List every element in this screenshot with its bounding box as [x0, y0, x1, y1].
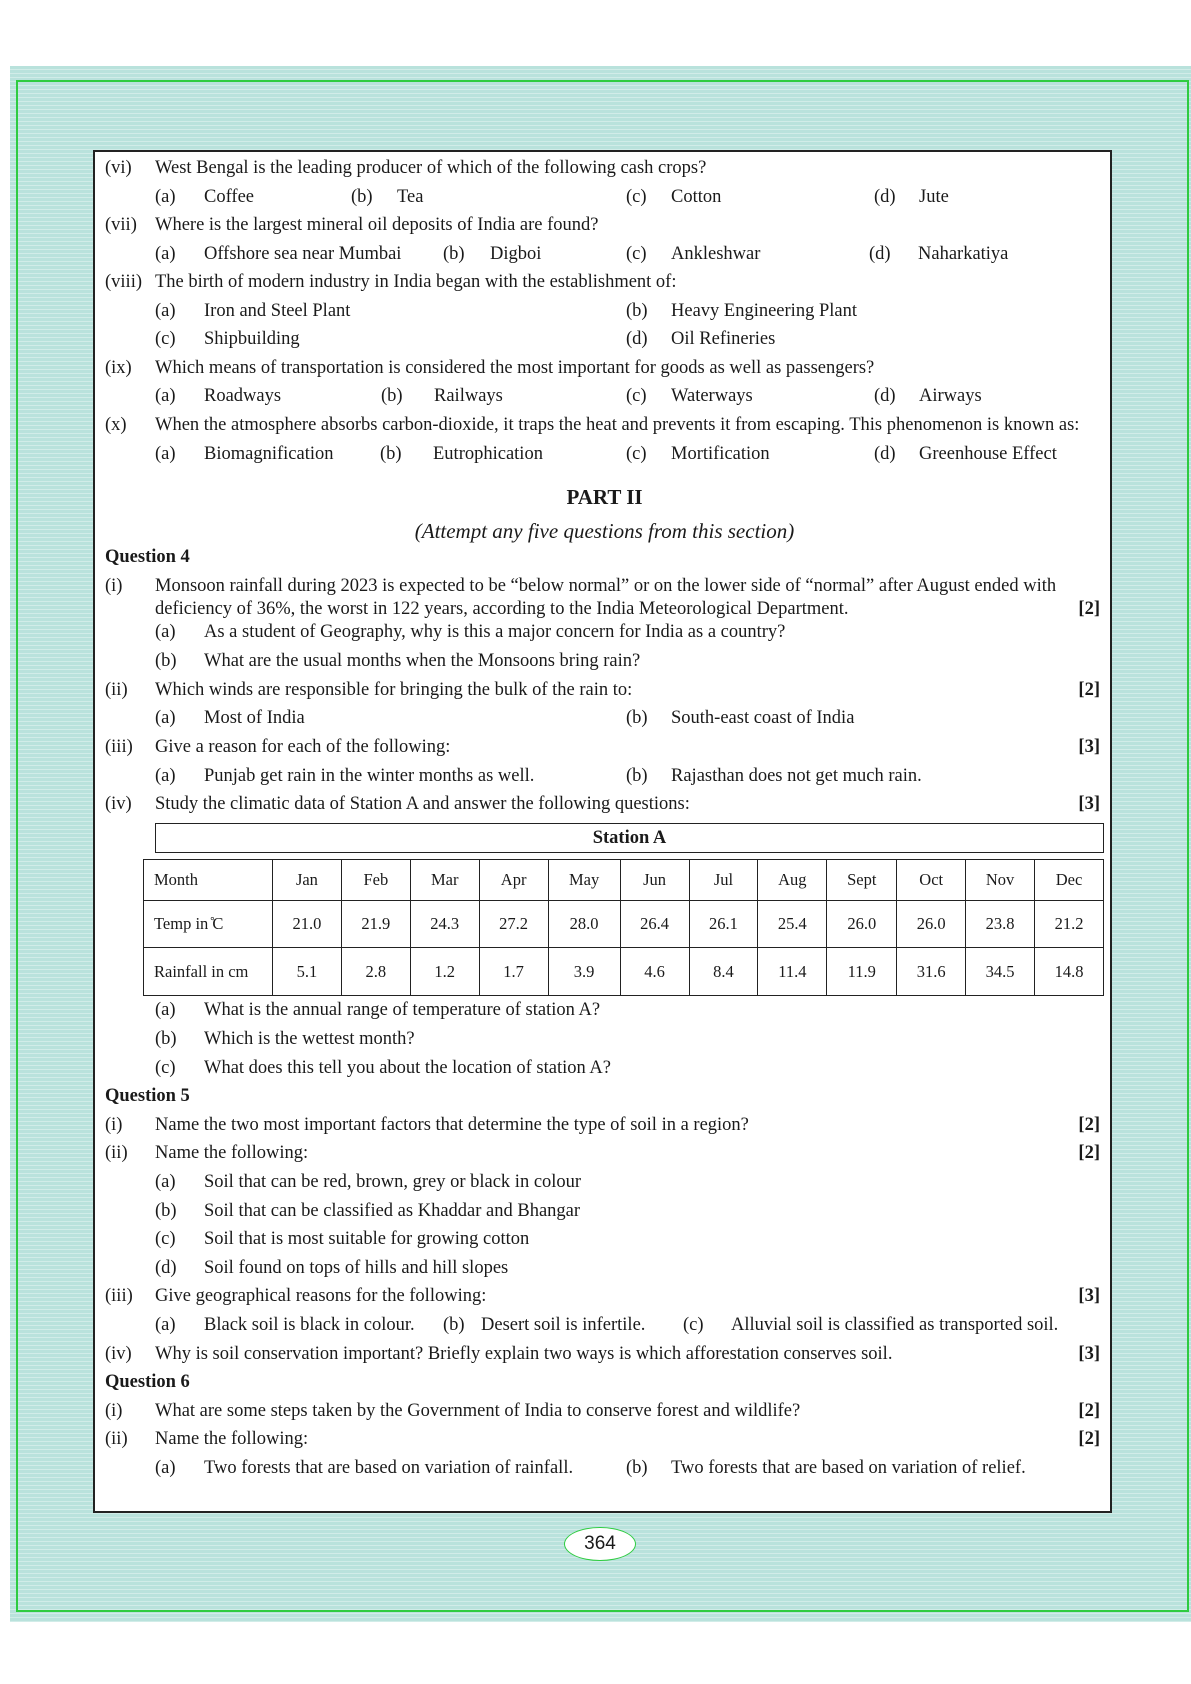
q5-ii-b-label: (b) [155, 1201, 177, 1221]
q-x-opt-b: Eutrophication [433, 444, 543, 464]
q-vi-opt-a: Coffee [204, 187, 254, 207]
q-viii-opt-c-label: (c) [155, 329, 176, 349]
q-ix-opt-b: Railways [434, 386, 503, 406]
q-viii-number: (viii) [105, 272, 142, 292]
q-x-opt-a: Biomagnification [204, 444, 334, 464]
rain-cell: 11.4 [758, 948, 827, 996]
q6-ii-b-text: Two forests that are based on variation of relief. [671, 1458, 1026, 1478]
month-cell: Nov [966, 860, 1035, 901]
q4-iv-c-text: What does this tell you about the location of station A? [204, 1058, 611, 1078]
q4-iii-marks: [3] [1078, 737, 1100, 757]
q5-ii-marks: [2] [1078, 1143, 1100, 1163]
q-vii-opt-c: Ankleshwar [671, 244, 761, 264]
rain-cell: 34.5 [966, 948, 1035, 996]
temp-cell: 28.0 [548, 901, 620, 948]
q-ix-opt-d-label: (d) [874, 386, 896, 406]
q5-iv-marks: [3] [1078, 1344, 1100, 1364]
q4-iii-b-text: Rajasthan does not get much rain. [671, 766, 922, 786]
q-ix-opt-c: Waterways [671, 386, 753, 406]
q5-iii-a-text: Black soil is black in colour. [204, 1315, 415, 1335]
q-vi-opt-c: Cotton [671, 187, 722, 207]
row-label-temp: Temp in ̊C [144, 901, 273, 948]
q4-i-marks: [2] [1078, 599, 1100, 619]
q5-ii-a-text: Soil that can be red, brown, grey or black in colour [204, 1172, 582, 1192]
q5-iii-b-text: Desert soil is infertile. [481, 1315, 646, 1335]
q5-ii-c-text: Soil that is most suitable for growing cotton [204, 1229, 530, 1249]
q4-iv-text: Study the climatic data of Station A and answer the following questions: [155, 794, 690, 814]
q5-i-number: (i) [105, 1115, 123, 1135]
q5-ii-text: Name the following: [155, 1143, 309, 1163]
q4-i-a-text: As a student of Geography, why is this a major concern for India as a country? [204, 622, 786, 642]
q5-iii-marks: [3] [1078, 1286, 1100, 1306]
rain-cell: 11.9 [827, 948, 897, 996]
q-vii-opt-d-label: (d) [869, 244, 891, 264]
question-paper-card [93, 150, 1112, 1513]
temp-cell: 21.2 [1035, 901, 1104, 948]
q5-iii-c-label: (c) [683, 1315, 704, 1335]
month-cell: Oct [897, 860, 966, 901]
q5-iii-b-label: (b) [443, 1315, 465, 1335]
q-ix-opt-c-label: (c) [626, 386, 647, 406]
temp-cell: 27.2 [479, 901, 548, 948]
q-x-text: When the atmosphere absorbs carbon-dioxide, it traps the heat and prevents it from escaping. This phenomenon is known as: [155, 415, 1080, 435]
q5-iii-a-label: (a) [155, 1315, 176, 1335]
q5-iii-text: Give geographical reasons for the following: [155, 1286, 487, 1306]
q4-i-b-text: What are the usual months when the Monsoons bring rain? [204, 651, 641, 671]
q4-iii-text: Give a reason for each of the following: [155, 737, 451, 757]
q-x-number: (x) [105, 415, 127, 435]
table-row-months [144, 860, 1104, 901]
q4-ii-a-text: Most of India [204, 708, 305, 728]
q5-i-text: Name the two most important factors that determine the type of soil in a region? [155, 1115, 749, 1135]
q4-iv-b-text: Which is the wettest month? [204, 1029, 415, 1049]
q-vii-opt-b-label: (b) [443, 244, 465, 264]
temp-cell: 25.4 [758, 901, 827, 948]
month-cell: Aug [758, 860, 827, 901]
month-cell: Sept [827, 860, 897, 901]
q-vii-number: (vii) [105, 215, 137, 235]
climate-data-table [143, 859, 1104, 996]
month-cell: Jul [689, 860, 758, 901]
temp-cell: 21.0 [273, 901, 342, 948]
page-number: 364 [564, 1527, 636, 1561]
q5-i-marks: [2] [1078, 1115, 1100, 1135]
q4-i-text-line1: Monsoon rainfall during 2023 is expected to be “below normal” or on the lower side of “normal” after August ended with [155, 576, 1057, 596]
q-ix-opt-d: Airways [919, 386, 982, 406]
q5-iv-number: (iv) [105, 1344, 132, 1364]
q-x-opt-d-label: (d) [874, 444, 896, 464]
q4-iv-a-label: (a) [155, 1000, 176, 1020]
month-cell: Apr [479, 860, 548, 901]
row-label-month: Month [144, 860, 273, 901]
q-x-opt-c-label: (c) [626, 444, 647, 464]
rain-cell: 4.6 [620, 948, 689, 996]
rain-cell: 2.8 [341, 948, 410, 996]
q-vii-text: Where is the largest mineral oil deposits of India are found? [155, 215, 599, 235]
q6-ii-marks: [2] [1078, 1429, 1100, 1449]
q4-iv-marks: [3] [1078, 794, 1100, 814]
rain-cell: 8.4 [689, 948, 758, 996]
q-viii-opt-c: Shipbuilding [204, 329, 300, 349]
q4-ii-b-text: South-east coast of India [671, 708, 855, 728]
q-ix-text: Which means of transportation is considered the most important for goods as well as passengers? [155, 358, 875, 378]
q6-ii-text: Name the following: [155, 1429, 309, 1449]
part-subtitle: (Attempt any five questions from this section) [414, 519, 795, 543]
q-vi-opt-d: Jute [919, 187, 949, 207]
q6-i-number: (i) [105, 1401, 123, 1421]
temp-cell: 23.8 [966, 901, 1035, 948]
q5-iii-number: (iii) [105, 1286, 133, 1306]
question-6-heading: Question 6 [105, 1372, 190, 1392]
q5-ii-number: (ii) [105, 1143, 128, 1163]
q-vii-opt-a: Offshore sea near Mumbai [204, 244, 402, 264]
q-viii-opt-a-label: (a) [155, 301, 176, 321]
temp-cell: 21.9 [341, 901, 410, 948]
q-viii-opt-d-label: (d) [626, 329, 648, 349]
q-vii-opt-c-label: (c) [626, 244, 647, 264]
q5-ii-d-text: Soil found on tops of hills and hill slopes [204, 1258, 509, 1278]
q4-iv-number: (iv) [105, 794, 132, 814]
q4-ii-marks: [2] [1078, 680, 1100, 700]
q-vii-opt-a-label: (a) [155, 244, 176, 264]
q4-iv-a-text: What is the annual range of temperature of station A? [204, 1000, 601, 1020]
q-vi-text: West Bengal is the leading producer of which of the following cash crops? [155, 158, 707, 178]
q-vi-opt-b: Tea [397, 187, 424, 207]
rain-cell: 1.2 [410, 948, 479, 996]
rain-cell: 1.7 [479, 948, 548, 996]
temp-cell: 26.0 [827, 901, 897, 948]
q-x-opt-b-label: (b) [380, 444, 402, 464]
q4-iii-number: (iii) [105, 737, 133, 757]
q4-ii-text: Which winds are responsible for bringing the bulk of the rain to: [155, 680, 633, 700]
q-ix-opt-b-label: (b) [381, 386, 403, 406]
q6-ii-b-label: (b) [626, 1458, 648, 1478]
q-vi-number: (vi) [105, 158, 132, 178]
q4-ii-a-label: (a) [155, 708, 176, 728]
table-row-rainfall [144, 948, 1104, 996]
q5-ii-c-label: (c) [155, 1229, 176, 1249]
q-vi-opt-b-label: (b) [351, 187, 373, 207]
table-row-temperature [144, 901, 1104, 948]
q4-iv-b-label: (b) [155, 1029, 177, 1049]
q5-iv-text: Why is soil conservation important? Briefly explain two ways is which afforestation conserves soil. [155, 1344, 893, 1364]
q5-ii-d-label: (d) [155, 1258, 177, 1278]
q6-ii-a-text: Two forests that are based on variation of rainfall. [204, 1458, 574, 1478]
month-cell: Mar [410, 860, 479, 901]
q4-i-text-line2: deficiency of 36%, the worst in 122 years, according to the India Meteorological Department. [155, 599, 849, 619]
q4-ii-number: (ii) [105, 680, 128, 700]
q6-ii-a-label: (a) [155, 1458, 176, 1478]
q4-ii-b-label: (b) [626, 708, 648, 728]
row-label-rainfall: Rainfall in cm [144, 948, 273, 996]
q4-i-b-label: (b) [155, 651, 177, 671]
q6-ii-number: (ii) [105, 1429, 128, 1449]
q-viii-opt-b-label: (b) [626, 301, 648, 321]
temp-cell: 26.0 [897, 901, 966, 948]
rain-cell: 3.9 [548, 948, 620, 996]
temp-cell: 26.1 [689, 901, 758, 948]
part-title: PART II [566, 485, 643, 509]
q-viii-text: The birth of modern industry in India began with the establishment of: [155, 272, 677, 292]
rain-cell: 31.6 [897, 948, 966, 996]
month-cell: Feb [341, 860, 410, 901]
q-viii-opt-a: Iron and Steel Plant [204, 301, 351, 321]
month-cell: Dec [1035, 860, 1104, 901]
q-ix-opt-a: Roadways [204, 386, 282, 406]
q5-iii-c-text: Alluvial soil is classified as transported soil. [731, 1315, 1059, 1335]
q-viii-opt-b: Heavy Engineering Plant [671, 301, 857, 321]
q5-ii-b-text: Soil that can be classified as Khaddar and Bhangar [204, 1201, 581, 1221]
month-cell: Jun [620, 860, 689, 901]
month-cell: Jan [273, 860, 342, 901]
question-5-heading: Question 5 [105, 1086, 190, 1106]
q-x-opt-a-label: (a) [155, 444, 176, 464]
rain-cell: 5.1 [273, 948, 342, 996]
q4-iv-c-label: (c) [155, 1058, 176, 1078]
q-vii-opt-d: Naharkatiya [918, 244, 1009, 264]
q-ix-number: (ix) [105, 358, 132, 378]
q-viii-opt-d: Oil Refineries [671, 329, 776, 349]
q4-i-a-label: (a) [155, 622, 176, 642]
q5-ii-a-label: (a) [155, 1172, 176, 1192]
q-vi-opt-c-label: (c) [626, 187, 647, 207]
q-x-opt-d: Greenhouse Effect [919, 444, 1057, 464]
question-4-heading: Question 4 [105, 547, 190, 567]
q4-iii-a-text: Punjab get rain in the winter months as well. [204, 766, 535, 786]
q-vii-opt-b: Digboi [490, 244, 542, 264]
q-vi-opt-d-label: (d) [874, 187, 896, 207]
month-cell: May [548, 860, 620, 901]
temp-cell: 24.3 [410, 901, 479, 948]
q-vi-opt-a-label: (a) [155, 187, 176, 207]
q6-i-marks: [2] [1078, 1401, 1100, 1421]
rain-cell: 14.8 [1035, 948, 1104, 996]
q4-iii-a-label: (a) [155, 766, 176, 786]
q6-i-text: What are some steps taken by the Government of India to conserve forest and wildlife? [155, 1401, 801, 1421]
temp-cell: 26.4 [620, 901, 689, 948]
q4-iii-b-label: (b) [626, 766, 648, 786]
q-x-opt-c: Mortification [671, 444, 770, 464]
q-ix-opt-a-label: (a) [155, 386, 176, 406]
q4-i-number: (i) [105, 576, 123, 596]
station-table-title: Station A [155, 823, 1104, 853]
